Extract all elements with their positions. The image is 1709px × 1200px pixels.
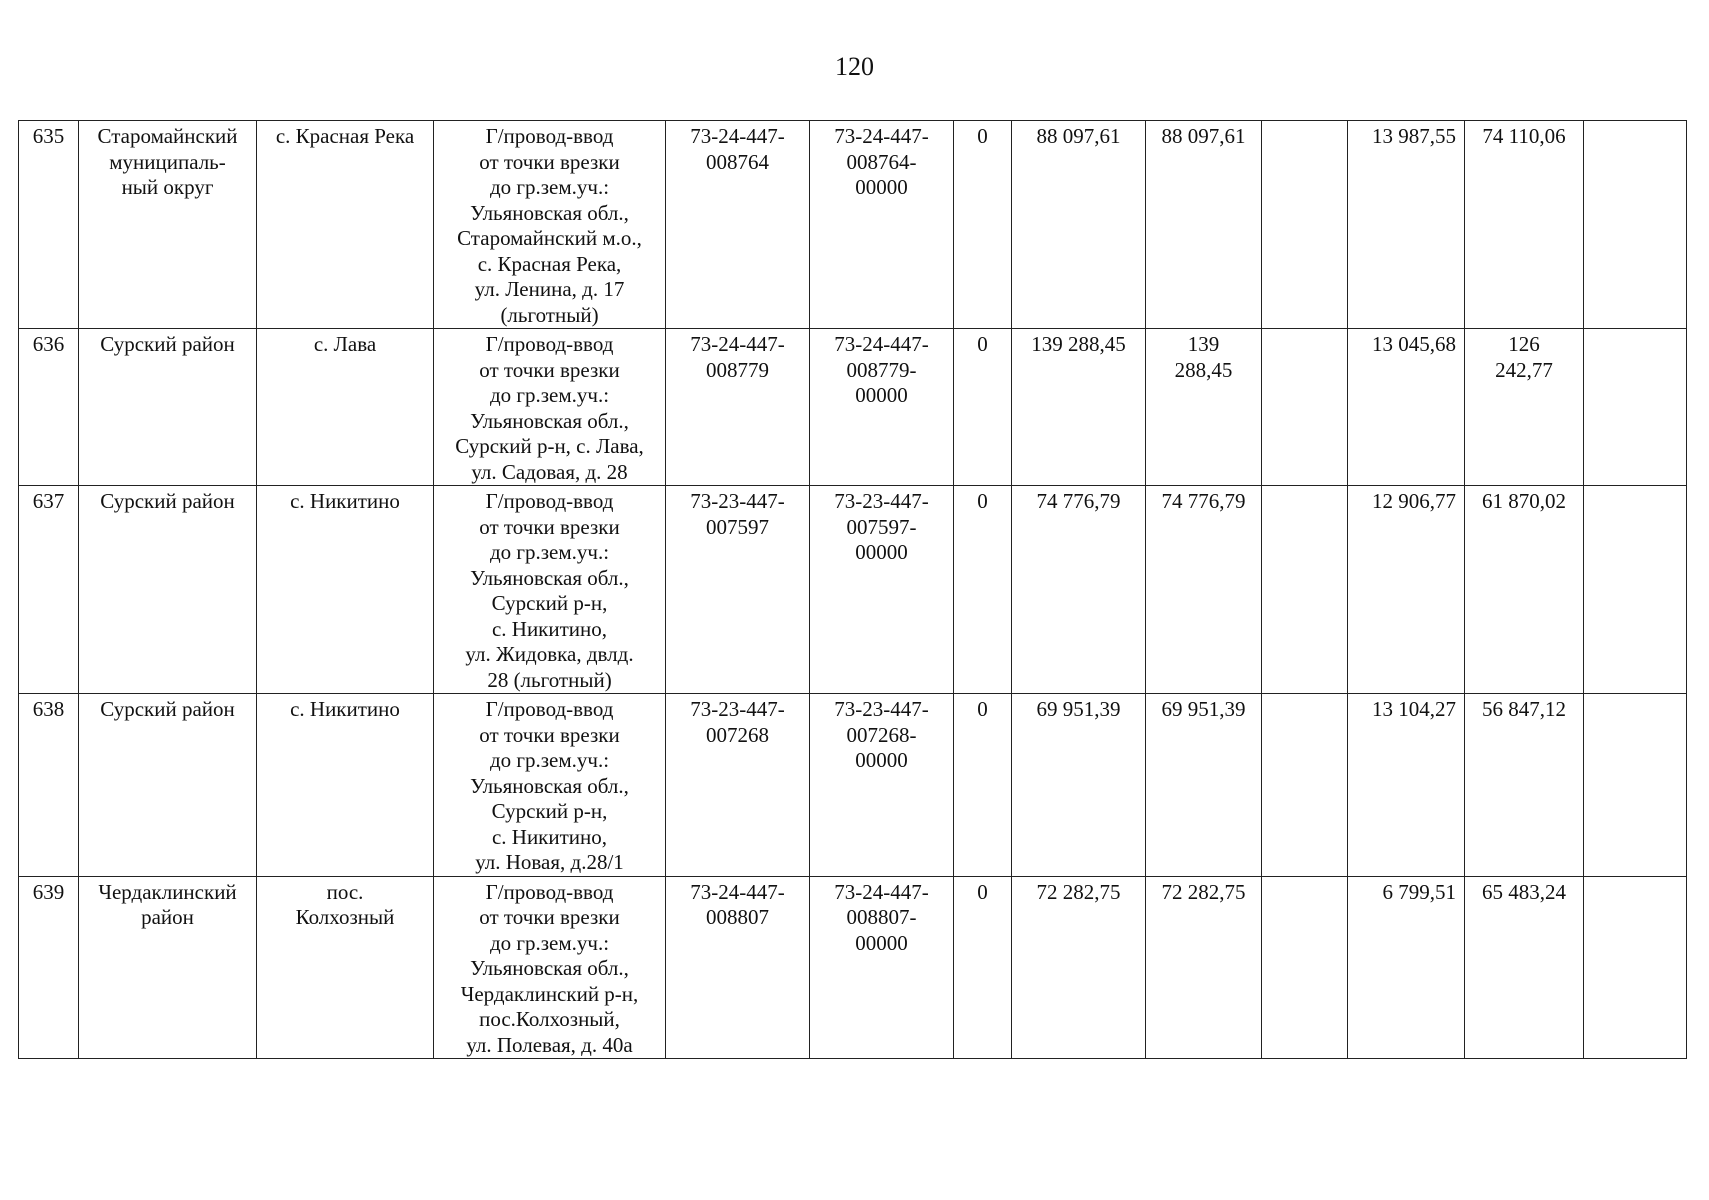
last-empty-cell [1584, 694, 1687, 877]
object-description-cell: Г/провод-ввод от точки врезки до гр.зем.уч.: Ульяновская обл., Сурский р-н, с. Никитино, ул. Новая, д.28/1 [434, 694, 666, 877]
empty-cell [1262, 329, 1348, 486]
initial-cost-cell: 74 776,79 [1012, 486, 1146, 694]
inventory-code-cell: 73-24-447- 008807- 00000 [810, 876, 954, 1059]
cadastral-code-cell: 73-24-447- 008764 [666, 121, 810, 329]
district-cell: Старомайнский муниципаль- ный округ [79, 121, 257, 329]
locality-cell: с. Никитино [257, 694, 434, 877]
last-empty-cell [1584, 876, 1687, 1059]
row-number-cell: 638 [19, 694, 79, 877]
last-empty-cell [1584, 121, 1687, 329]
object-description-cell: Г/провод-ввод от точки врезки до гр.зем.уч.: Ульяновская обл., Сурский р-н, с. Лава, ул. Садовая, д. 28 [434, 329, 666, 486]
object-description-cell: Г/провод-ввод от точки врезки до гр.зем.уч.: Ульяновская обл., Чердаклинский р-н, пос.Колхозный, ул. Полевая, д. 40а [434, 876, 666, 1059]
initial-cost-cell: 88 097,61 [1012, 121, 1146, 329]
empty-cell [1262, 876, 1348, 1059]
residual-cost-cell: 74 110,06 [1465, 121, 1584, 329]
empty-cell [1262, 486, 1348, 694]
zero-value-cell: 0 [954, 486, 1012, 694]
table-row [19, 121, 1687, 329]
locality-cell: с. Красная Река [257, 121, 434, 329]
object-description-cell: Г/провод-ввод от точки врезки до гр.зем.уч.: Ульяновская обл., Сурский р-н, с. Никитино, ул. Жидовка, двлд. 28 (льготный) [434, 486, 666, 694]
inventory-code-cell: 73-24-447- 008779- 00000 [810, 329, 954, 486]
row-number-cell: 637 [19, 486, 79, 694]
row-number-cell: 639 [19, 876, 79, 1059]
depreciation-cell: 13 987,55 [1348, 121, 1465, 329]
district-cell: Чердаклинский район [79, 876, 257, 1059]
last-empty-cell [1584, 486, 1687, 694]
book-cost-cell: 72 282,75 [1146, 876, 1262, 1059]
row-number-cell: 636 [19, 329, 79, 486]
district-cell: Сурский район [79, 329, 257, 486]
book-cost-cell: 88 097,61 [1146, 121, 1262, 329]
table-row [19, 694, 1687, 877]
table-row [19, 329, 1687, 486]
row-number-cell: 635 [19, 121, 79, 329]
depreciation-cell: 13 104,27 [1348, 694, 1465, 877]
empty-cell [1262, 694, 1348, 877]
locality-cell: с. Лава [257, 329, 434, 486]
initial-cost-cell: 72 282,75 [1012, 876, 1146, 1059]
residual-cost-cell: 61 870,02 [1465, 486, 1584, 694]
zero-value-cell: 0 [954, 876, 1012, 1059]
object-description-cell: Г/провод-ввод от точки врезки до гр.зем.уч.: Ульяновская обл., Старомайнский м.о., с. Красная Река, ул. Ленина, д. 17 (льготный) [434, 121, 666, 329]
depreciation-cell: 12 906,77 [1348, 486, 1465, 694]
initial-cost-cell: 139 288,45 [1012, 329, 1146, 486]
inventory-code-cell: 73-23-447- 007597- 00000 [810, 486, 954, 694]
depreciation-cell: 13 045,68 [1348, 329, 1465, 486]
zero-value-cell: 0 [954, 121, 1012, 329]
cadastral-code-cell: 73-24-447- 008807 [666, 876, 810, 1059]
initial-cost-cell: 69 951,39 [1012, 694, 1146, 877]
residual-cost-cell: 126 242,77 [1465, 329, 1584, 486]
last-empty-cell [1584, 329, 1687, 486]
inventory-code-cell: 73-23-447- 007268- 00000 [810, 694, 954, 877]
page-number: 120 [835, 52, 874, 81]
book-cost-cell: 74 776,79 [1146, 486, 1262, 694]
book-cost-cell: 69 951,39 [1146, 694, 1262, 877]
locality-cell: пос. Колхозный [257, 876, 434, 1059]
district-cell: Сурский район [79, 694, 257, 877]
book-cost-cell: 139 288,45 [1146, 329, 1262, 486]
assets-table [18, 120, 1687, 1059]
empty-cell [1262, 121, 1348, 329]
residual-cost-cell: 56 847,12 [1465, 694, 1584, 877]
cadastral-code-cell: 73-23-447- 007597 [666, 486, 810, 694]
table-row [19, 486, 1687, 694]
cadastral-code-cell: 73-24-447- 008779 [666, 329, 810, 486]
district-cell: Сурский район [79, 486, 257, 694]
depreciation-cell: 6 799,51 [1348, 876, 1465, 1059]
table-row [19, 876, 1687, 1059]
zero-value-cell: 0 [954, 329, 1012, 486]
residual-cost-cell: 65 483,24 [1465, 876, 1584, 1059]
zero-value-cell: 0 [954, 694, 1012, 877]
inventory-code-cell: 73-24-447- 008764- 00000 [810, 121, 954, 329]
locality-cell: с. Никитино [257, 486, 434, 694]
cadastral-code-cell: 73-23-447- 007268 [666, 694, 810, 877]
